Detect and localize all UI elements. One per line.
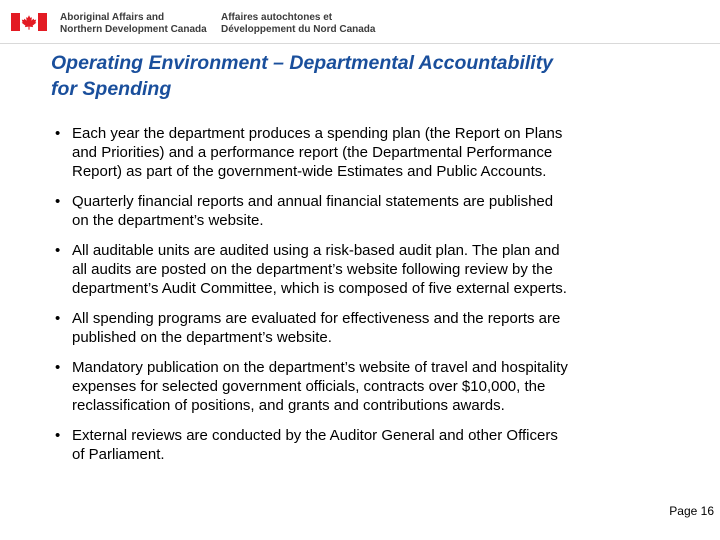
department-name-english-line-2: Northern Development Canada bbox=[60, 23, 207, 35]
bullet-item bbox=[52, 124, 702, 181]
bullet-text-line: Mandatory publication on the department’s website of travel and hospitality bbox=[72, 359, 568, 376]
bullet-item bbox=[52, 192, 702, 230]
bullet-text-line: Report) as part of the government-wide Estimates and Public Accounts. bbox=[72, 163, 547, 180]
bullet-item bbox=[52, 426, 702, 464]
bullet-text-line: of Parliament. bbox=[72, 446, 165, 463]
page-number: Page 16 bbox=[669, 504, 714, 518]
slide-title bbox=[51, 50, 691, 102]
bullet-text-line: and Priorities) and a performance report (the Departmental Performance bbox=[72, 144, 553, 161]
bullet-item bbox=[52, 309, 702, 347]
department-name-french-line-1: Affaires autochtones et bbox=[221, 12, 333, 23]
bullet-text-line: All spending programs are evaluated for effectiveness and the reports are bbox=[72, 310, 561, 327]
bullet-text-line: on the department’s website. bbox=[72, 212, 264, 229]
bullet-text-line: Quarterly financial reports and annual financial statements are published bbox=[72, 193, 554, 210]
bullet-text-line: External reviews are conducted by the Auditor General and other Officers bbox=[72, 427, 558, 444]
bullet-item bbox=[52, 241, 702, 298]
bullet-text-line: Each year the department produces a spending plan (the Report on Plans bbox=[72, 125, 563, 142]
slide-title-line-1: Operating Environment – Departmental Accountability bbox=[51, 52, 554, 74]
bullet-text-line: published on the department’s website. bbox=[72, 329, 332, 346]
department-name-english-line-1: Aboriginal Affairs and bbox=[60, 12, 165, 23]
bullet-icon: • bbox=[55, 310, 61, 327]
header-divider bbox=[0, 43, 720, 44]
department-name-french-line-2: Développement du Nord Canada bbox=[221, 23, 376, 35]
bullet-icon: • bbox=[55, 125, 61, 142]
bullet-item bbox=[52, 358, 702, 415]
bullet-text-line: all audits are posted on the department’s website following review by the bbox=[72, 261, 553, 278]
slide-title-line-2: for Spending bbox=[51, 78, 172, 100]
bullet-text-line: reclassification of positions, and grants and contributions awards. bbox=[72, 397, 505, 414]
bullet-icon: • bbox=[55, 193, 61, 210]
department-name-english bbox=[60, 12, 207, 35]
department-name-french bbox=[221, 12, 375, 35]
bullet-text-line: expenses for selected government officials, contracts over $10,000, the bbox=[72, 378, 546, 395]
bullet-icon: • bbox=[55, 427, 61, 444]
bullet-list bbox=[52, 124, 702, 475]
bullet-icon: • bbox=[55, 359, 61, 376]
page-header bbox=[0, 0, 720, 44]
bullet-text-line: department’s Audit Committee, which is composed of five external experts. bbox=[72, 280, 567, 297]
canada-flag-icon bbox=[11, 13, 47, 31]
bullet-text-line: All auditable units are audited using a risk-based audit plan. The plan and bbox=[72, 242, 560, 259]
bullet-icon: • bbox=[55, 242, 61, 259]
